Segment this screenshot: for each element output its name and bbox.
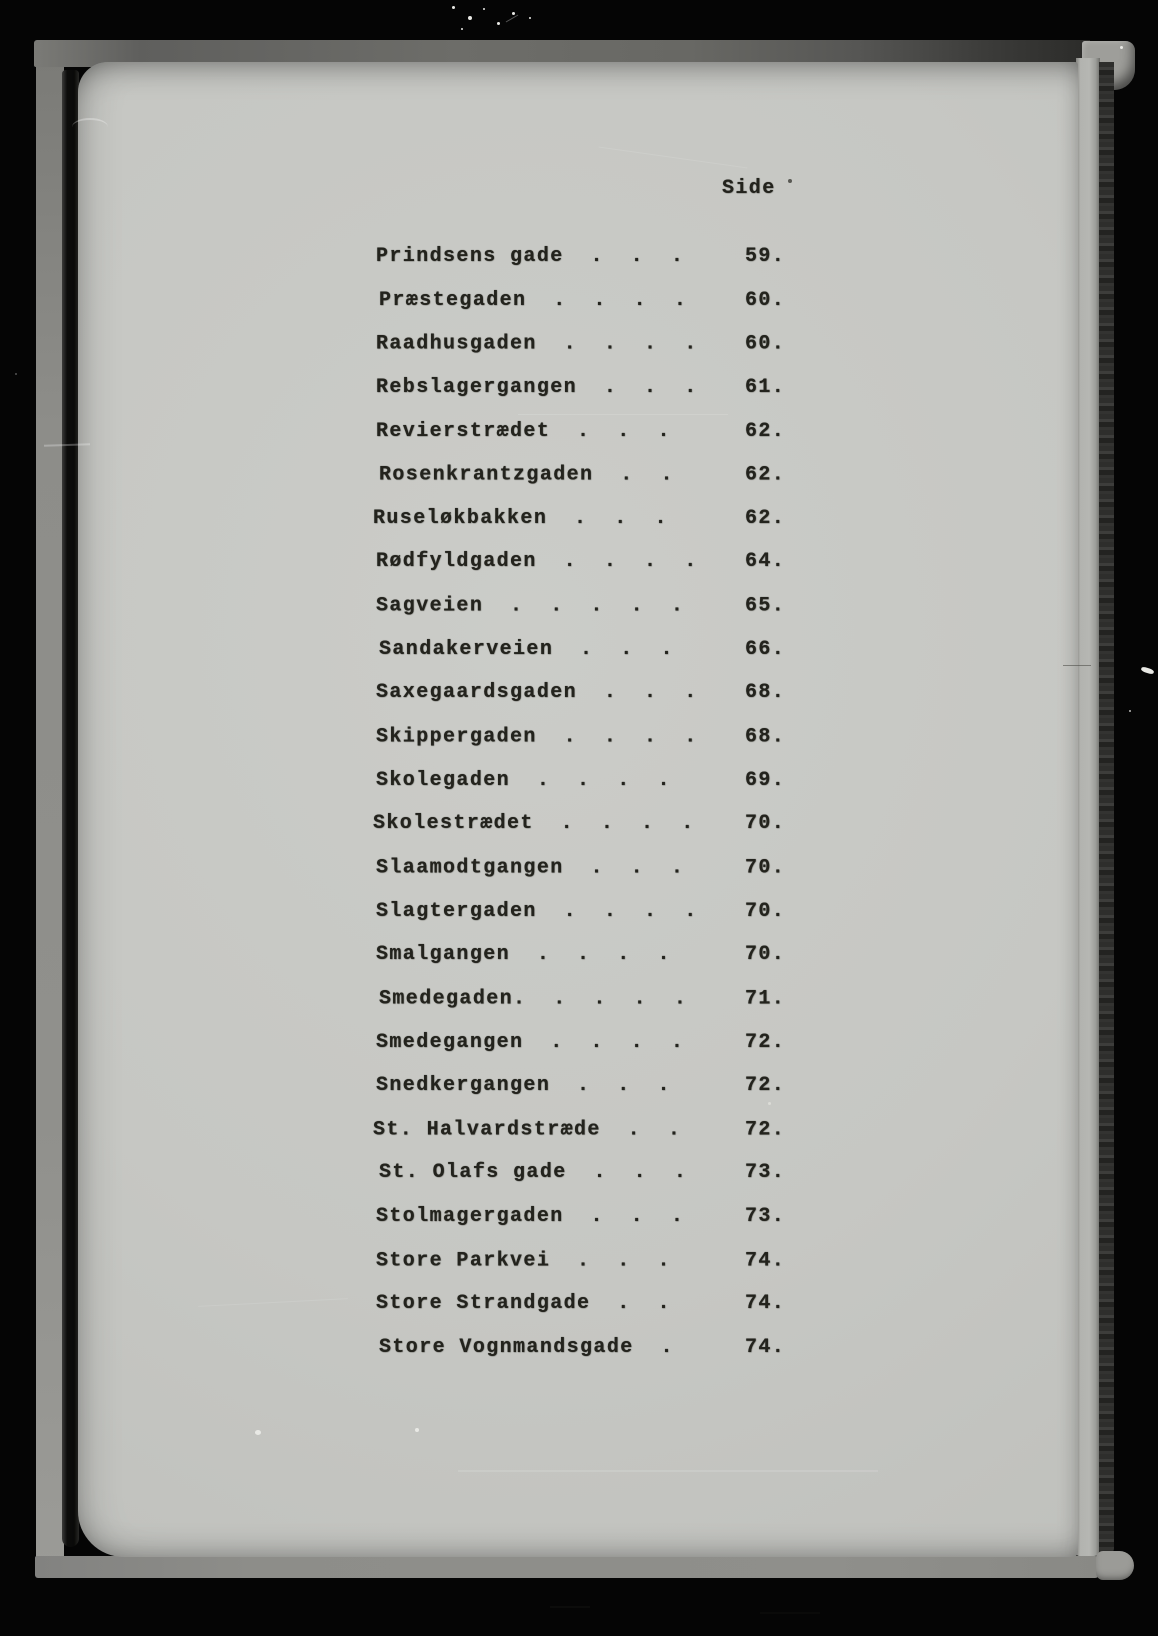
street-name: Præstegaden	[379, 288, 527, 312]
page-number: 70.	[745, 812, 786, 836]
street-name: Rebslagergangen	[376, 375, 578, 399]
street-name: Smalgangen	[376, 943, 511, 967]
scratch-mark	[506, 15, 519, 23]
dot-leader: . .	[600, 1118, 682, 1142]
dot-leader: . . . .	[510, 768, 671, 792]
dot-leader: . . .	[563, 856, 685, 880]
page-number: 60.	[745, 332, 786, 356]
street-name: Smedegangen	[376, 1030, 524, 1054]
street-name: Skolestrædet	[373, 812, 534, 836]
street-name: Skolegaden	[376, 768, 511, 792]
page-number: 62.	[745, 419, 786, 443]
dot-leader: . . .	[550, 1249, 671, 1273]
stray-ink-dot	[788, 179, 792, 183]
spine-shadow-line	[62, 70, 79, 1547]
toc-row	[78, 1248, 1078, 1292]
toc-row	[78, 899, 1078, 943]
street-name: St. Halvardstræde	[373, 1118, 601, 1142]
dot-leader: . . .	[563, 1205, 685, 1229]
dot-leader: . . . .	[536, 550, 698, 574]
dot-leader: . . . .	[536, 332, 698, 356]
index-page	[78, 62, 1078, 1557]
page-number: 72.	[745, 1118, 786, 1142]
street-name: Sandakerveien	[379, 637, 554, 661]
toc-row	[78, 288, 1078, 332]
dot-leader: . . .	[550, 419, 671, 443]
page-number: 70.	[745, 899, 786, 923]
page-number: 68.	[745, 681, 786, 705]
scratch-mark	[599, 147, 748, 169]
dot-leader: . . .	[550, 1074, 671, 1098]
dust-speck	[452, 6, 455, 9]
toc-row	[78, 244, 1078, 288]
dot-leader: . . .	[563, 245, 685, 268]
street-name: Smedegaden.	[379, 987, 527, 1011]
dust-speck	[415, 1428, 419, 1432]
page-number: 70.	[745, 856, 786, 880]
dot-leader: . . .	[547, 506, 668, 530]
page-number: 72.	[745, 1074, 786, 1098]
street-name: Stolmagergaden	[376, 1205, 564, 1229]
street-name: Rødfyldgaden	[376, 550, 537, 574]
street-name: Slagtergaden	[376, 899, 537, 923]
page-number: 59.	[745, 245, 786, 268]
underlying-page-edge	[1076, 58, 1100, 1556]
toc-row	[78, 549, 1078, 593]
dot-leader: . . . .	[536, 899, 698, 923]
page-number: 70.	[745, 943, 786, 967]
page-number: 61.	[745, 375, 786, 399]
street-name: Sagveien	[376, 594, 484, 618]
dot-leader: . . . .	[523, 1030, 685, 1054]
book-edge-bottom	[35, 1556, 1099, 1578]
dust-speck	[497, 22, 500, 25]
toc-row	[78, 1030, 1078, 1074]
page-number: 65.	[745, 594, 786, 618]
dot-leader: . .	[590, 1292, 671, 1316]
toc-row	[78, 506, 1078, 550]
page-number: 69.	[745, 768, 786, 792]
dust-speck	[468, 16, 472, 20]
toc-row	[78, 1291, 1078, 1335]
dust-speck	[15, 373, 17, 375]
dot-leader: . . .	[553, 637, 674, 661]
page-number: 68.	[745, 725, 786, 749]
dot-leader: . . . .	[510, 943, 671, 967]
toc-row	[78, 987, 1078, 1031]
toc-row	[78, 856, 1078, 900]
toc-row	[78, 419, 1078, 463]
street-name: Slaamodtgangen	[376, 856, 564, 880]
dot-leader: .	[633, 1336, 674, 1360]
page-number: 73.	[745, 1205, 786, 1229]
street-name: Store Vognmandsgade	[379, 1336, 634, 1360]
page-number: 74.	[745, 1292, 786, 1316]
street-name: St. Olafs gade	[379, 1161, 567, 1185]
dust-speck	[529, 17, 531, 19]
page-number: 71.	[745, 987, 786, 1011]
dot-leader: . . .	[577, 375, 698, 399]
toc-row	[78, 1204, 1078, 1248]
page-number: 74.	[745, 1336, 786, 1360]
toc-row	[78, 680, 1078, 724]
toc-row	[78, 594, 1078, 638]
toc-row	[78, 637, 1078, 681]
street-name: Ruseløkbakken	[373, 506, 548, 530]
toc-row	[78, 942, 1078, 986]
street-name: Skippergaden	[376, 725, 537, 749]
page-column-header	[722, 176, 776, 202]
dot-leader: . . . . .	[483, 594, 685, 618]
toc-row	[78, 1160, 1078, 1204]
toc-row	[78, 768, 1078, 812]
dot-leader: . .	[593, 463, 674, 487]
toc-row	[78, 332, 1078, 376]
dust-speck	[255, 1430, 261, 1435]
page-number: 60.	[745, 288, 786, 312]
page-number: 62.	[745, 463, 786, 487]
toc-row	[78, 1073, 1078, 1117]
dust-speck	[461, 28, 463, 30]
street-name: Snedkergangen	[376, 1074, 551, 1098]
street-name: Saxegaardsgaden	[376, 681, 578, 705]
page-number: 64.	[745, 550, 786, 574]
street-name: Store Strandgade	[376, 1292, 591, 1316]
dot-leader: . . . .	[533, 812, 695, 836]
toc-row	[78, 811, 1078, 855]
dust-speck	[483, 8, 485, 10]
page-number: 74.	[745, 1249, 786, 1273]
toc-row	[78, 1335, 1078, 1379]
scratch-mark	[550, 1606, 590, 1608]
toc-row	[78, 463, 1078, 507]
toc-row	[78, 375, 1078, 419]
dot-leader: . . . .	[526, 288, 688, 312]
dot-leader: . . .	[566, 1161, 688, 1185]
book-edge-right	[1099, 62, 1114, 1556]
dust-speck	[1141, 666, 1155, 675]
page-number: 72.	[745, 1030, 786, 1054]
street-name: Raadhusgaden	[376, 332, 537, 356]
street-name: Revierstrædet	[376, 419, 551, 443]
dot-leader: . . .	[577, 681, 698, 705]
dot-leader: . . . .	[536, 725, 698, 749]
scratch-mark	[458, 1470, 878, 1472]
page-column-label: Side	[722, 177, 776, 200]
street-name: Store Parkvei	[376, 1249, 551, 1273]
page-number: 73.	[745, 1161, 786, 1185]
book-edge-left	[36, 42, 64, 1572]
page-number: 66.	[745, 637, 786, 661]
page-number: 62.	[745, 506, 786, 530]
dust-speck	[512, 12, 515, 15]
book-edge-bottom-right-tab	[1096, 1551, 1134, 1580]
toc-row	[78, 725, 1078, 769]
street-name: Prindsens gade	[376, 245, 564, 268]
scratch-mark	[760, 1612, 820, 1614]
toc-row	[78, 1118, 1078, 1162]
street-name: Rosenkrantzgaden	[379, 463, 594, 487]
dot-leader: . . . .	[526, 987, 688, 1011]
dust-speck	[1129, 710, 1131, 712]
toc-list	[78, 244, 1078, 1379]
